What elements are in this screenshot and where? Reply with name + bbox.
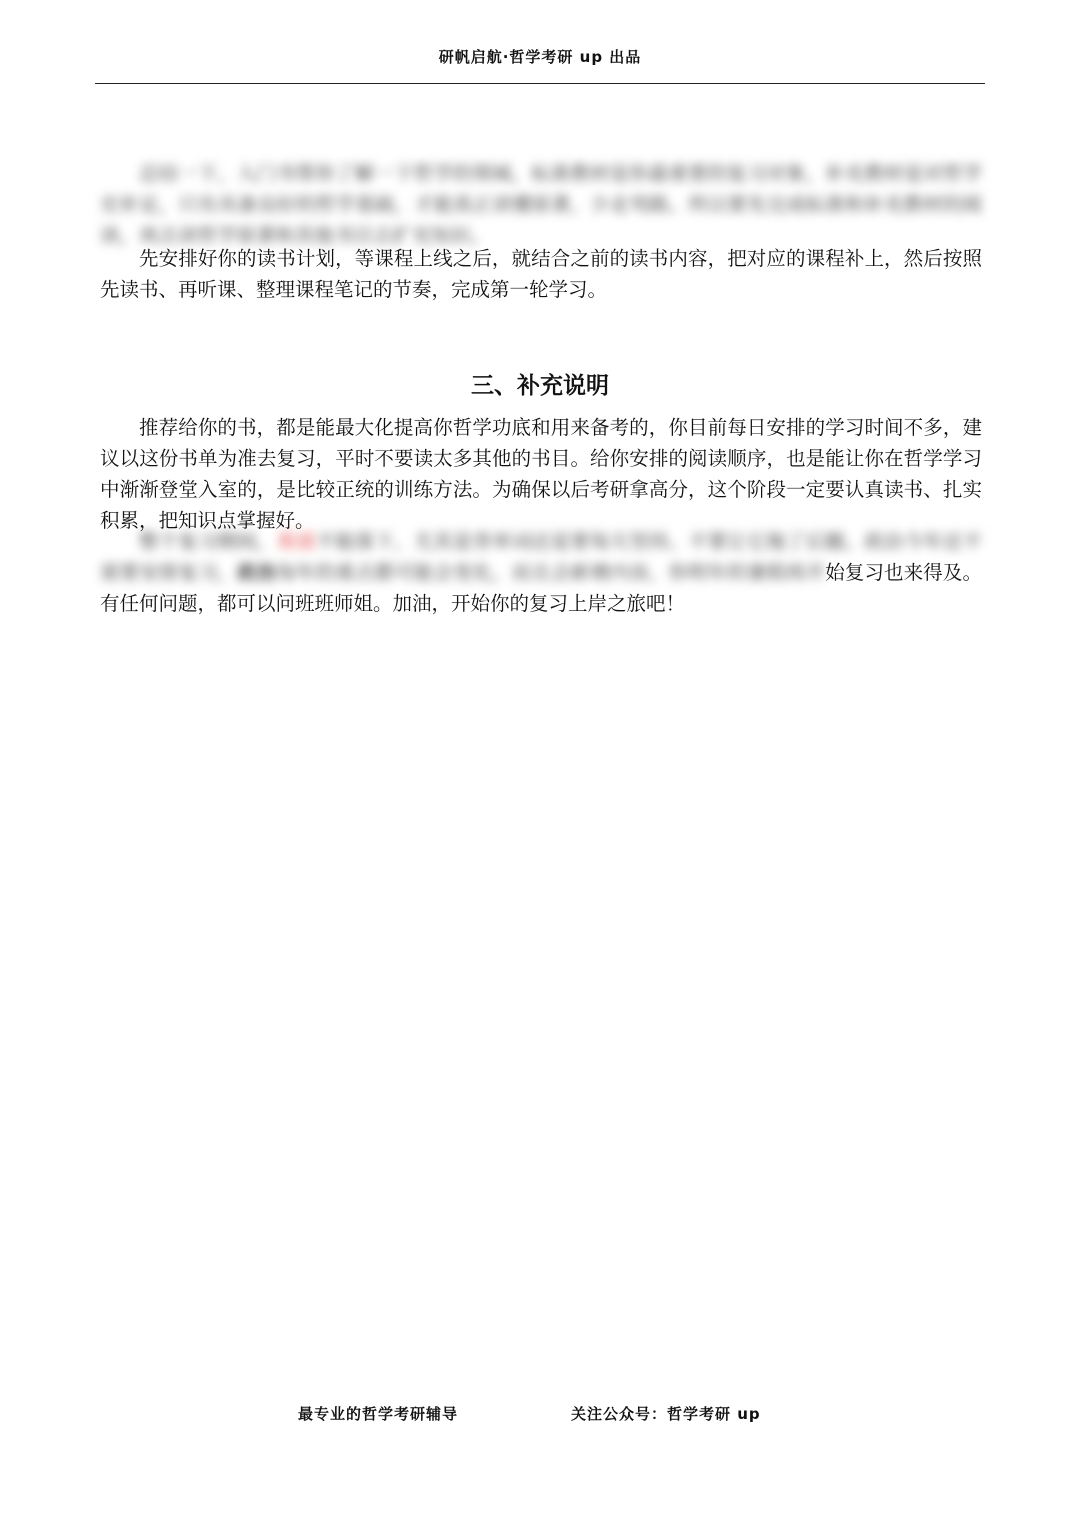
blurred-summary-paragraph: 总结一下，入门书帮你了解一下哲学的领域，标准教材是你最重要的复习对象，补充教材是对哲学史补足，只有具备良好的哲学基础，才能真正读懂原著，少走弯路。所以要先完成标准和补充教材的阅读，再去读哲学原著和其他书目去扩充知识。 [100,162,982,247]
highlight-red-word: 英语 [276,530,316,553]
visible-closing-text: 始复习也来得及。有任何问题，都可以问班班师姐。加油，开始你的复习上岸之旅吧！ [100,561,982,615]
closing-paragraph [100,526,982,619]
blurred-text: 不能落下，尤其是背单词还是要每天坚持。不要让它拖了后腿。政治今年还不需要安排复习， [100,530,982,584]
recommendation-paragraph: 推荐给你的书，都是能最大化提高你哲学功底和用来备考的，你目前每日安排的学习时间不多，建议以这份书单为准去复习，平时不要读太多其他的书目。给你安排的阅读顺序，也是能让你在哲学学习中渐渐登堂入室的，是比较正统的训练方法。为确保以后考研拿高分，这个阶段一定要认真读书、扎实积累，把知识点掌握好。 [100,416,982,532]
blurred-text: 整个复习期间， [139,530,277,553]
footer-follow-account: 关注公众号：哲学考研 up [571,1405,761,1423]
section-title: 三、补充说明 [471,373,609,399]
page-header: 研帆启航·哲学考研 up 出品 [438,48,642,66]
reading-plan-paragraph: 先安排好你的读书计划，等课程上线之后，就结合之前的读书内容，把对应的课程补上，然后按照先读书、再听课、整理课程笔记的节奏，完成第一轮学习。 [100,247,982,301]
footer-slogan: 最专业的哲学考研辅导 [298,1405,459,1423]
header-rule [95,83,985,84]
blurred-text: 每年的重点都可能会变化，而且会新增内容，你明年的暑假再开 [276,561,826,584]
highlight-bold-word: 政治 [237,561,277,584]
